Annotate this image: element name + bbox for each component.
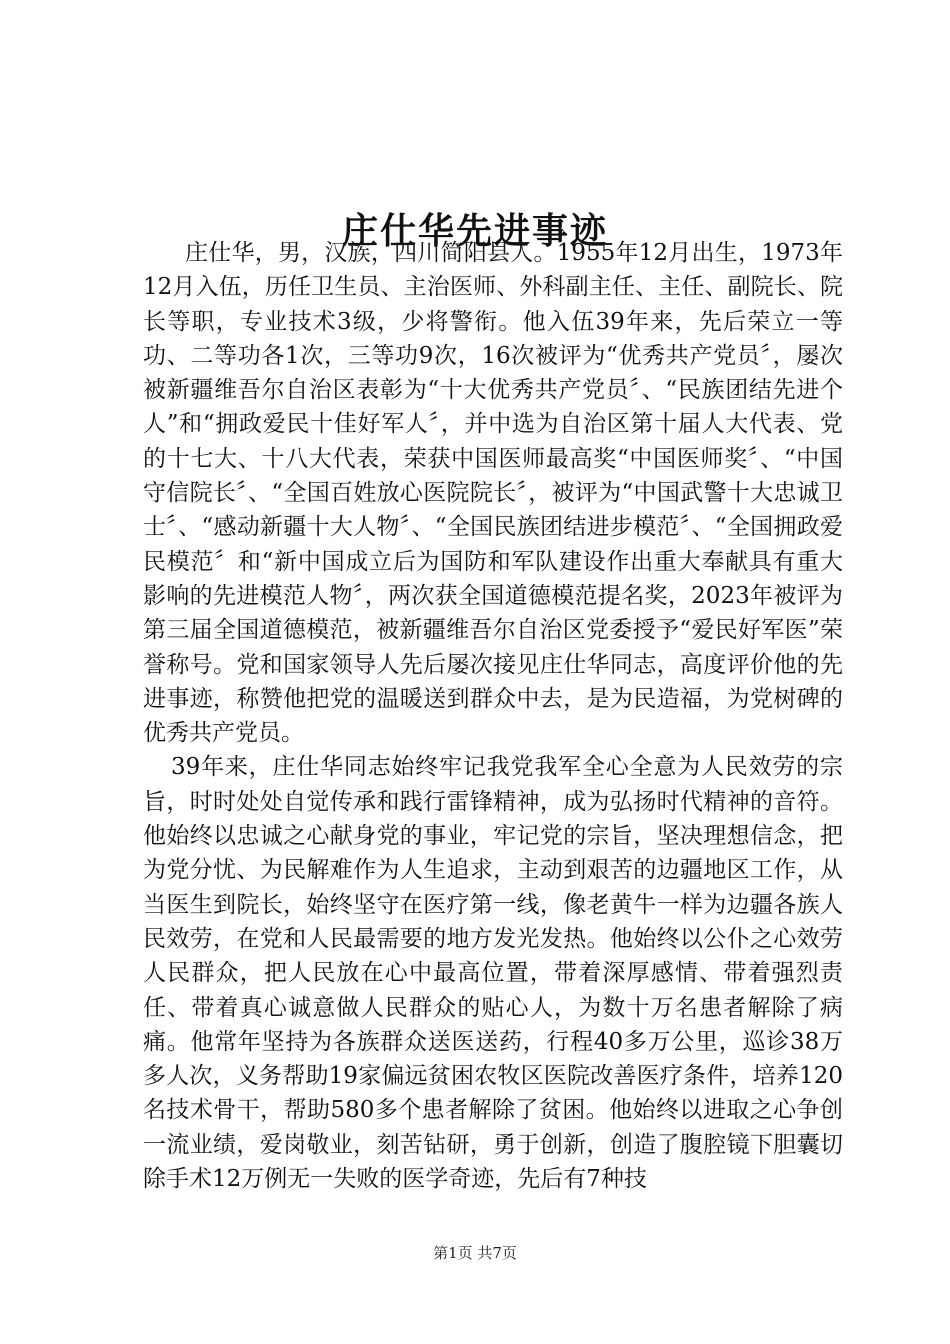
paragraph-1: 庄仕华，男，汉族，四川简阳县人。1955年12月出生，1973年12月入伍，历任卫生员、主治医师、外科副主任、主任、副院长、院长等职，专业技术3级，少将警衔。他入伍39年来，先后荣立一等功、二等功各1次，三等功9次，16次被评为“优秀共产党员〞，屡次被新疆维吾尔自治区表彰为“十大优秀共产党员〞、“民族团结先进个人”和“拥政爱民十佳好军人〞，并中选为自治区第十届人大代表、党的十七大、十八大代表，荣获中国医师最高奖“中国医师奖〞、“中国守信院长〞、“全国百姓放心医院院长〞，被评为“中国武警十大忠诚卫士〞、“感动新疆十大人物〞、“全国民族团结进步模范〞、“全国拥政爱民模范〞和“新中国成立后为国防和军队建设作出重大奉献具有重大影响的先进模范人物〞，两次获全国道德模范提名奖，2023年被评为第三届全国道德模范，被新疆维吾尔自治区党委授予“爱民好军医”荣誉称号。党和国家领导人先后屡次接见庄仕华同志，高度评价他的先进事迹，称赞他把党的温暖送到群众中去，是为民造福，为党树碑的优秀共产党员。 [143, 240, 843, 747]
document-title: 庄仕华先进事迹 [341, 210, 608, 253]
document-body [143, 236, 843, 1196]
page-footer: 第1页 共7页 [433, 1244, 517, 1262]
paragraph-2: 39年来，庄仕华同志始终牢记我党我军全心全意为人民效劳的宗旨，时时处处自觉传承和践行雷锋精神，成为弘扬时代精神的音符。他始终以忠诚之心献身党的事业，牢记党的宗旨，坚决理想信念，把为党分忧、为民解难作为人生追求，主动到艰苦的边疆地区工作，从当医生到院长，始终坚守在医疗第一线，像老黄牛一样为边疆各族人民效劳，在党和人民最需要的地方发光发热。他始终以公仆之心效劳人民群众，把人民放在心中最高位置，带着深厚感情、带着强烈责任、带着真心诚意做人民群众的贴心人，为数十万名患者解除了病痛。他常年坚持为各族群众送医送药，行程40多万公里，巡诊38万多人次，义务帮助19家偏远贫困农牧区医院改善医疗条件，培养120名技术骨干，帮助580多个患者解除了贫困。他始终以进取之心争创一流业绩，爱岗敬业，刻苦钻研，勇于创新，创造了腹腔镜下胆囊切除手术12万例无一失败的医学奇迹，先后有7种技 [143, 754, 843, 1193]
